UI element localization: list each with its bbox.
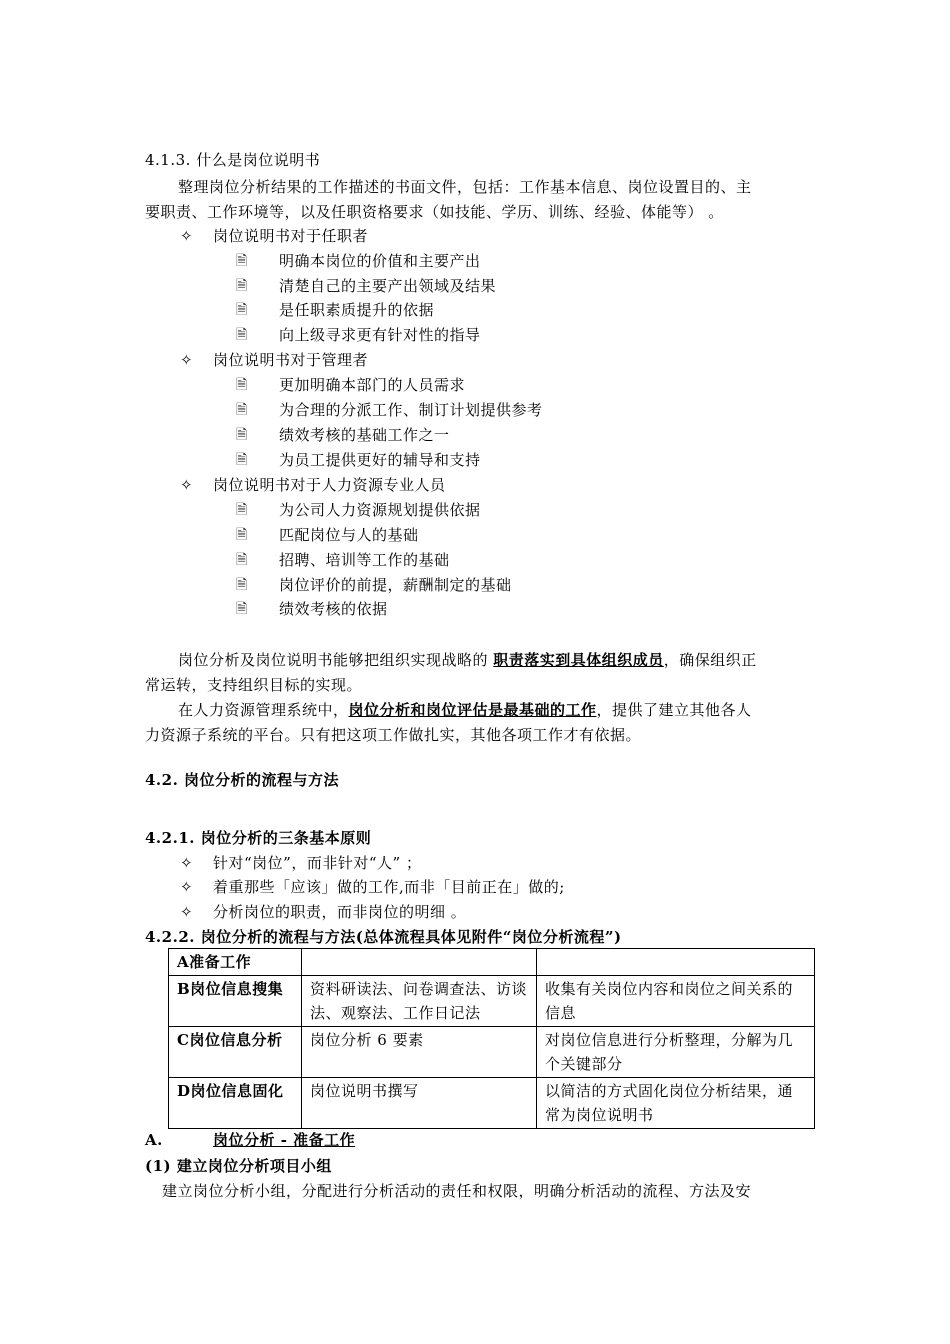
list-item: 是任职素质提升的依据 [279, 301, 435, 319]
table-cell-stage: C岗位信息分析 [169, 1027, 302, 1078]
table-cell-desc: 对岗位信息进行分析整理，分解为几个关键部分 [537, 1027, 815, 1078]
list-item: 更加明确本部门的人员需求 [279, 376, 466, 394]
table-cell-desc: 收集有关岗位内容和岗位之间关系的信息 [537, 976, 815, 1027]
paragraph-text: ，提供了建立其他各人 [596, 701, 752, 719]
list-item: 绩效考核的基础工作之一 [279, 426, 450, 444]
document-bullet-icon: 🗎 [236, 552, 248, 568]
paragraph-foundation-line-1 [178, 700, 752, 720]
list-item: 为公司人力资源规划提供依据 [279, 501, 481, 519]
paragraph-strategy-line-2: 常运转，支持组织目标的实现。 [145, 676, 363, 694]
list-item: 招聘、培训等工作的基础 [279, 551, 450, 569]
document-bullet-icon: 🗎 [236, 278, 248, 294]
section-heading-4-1-3: 4.1.3. 什么是岗位说明书 [145, 151, 321, 169]
document-bullet-icon: 🗎 [236, 253, 248, 269]
intro-line-2: 要职责、工作环境等，以及任职资格要求（如技能、学历、训练、经验、体能等） 。 [145, 203, 724, 221]
document-bullet-icon: 🗎 [236, 527, 248, 543]
emphasis-text: 岗位分析和岗位评估是最基础的工作 [348, 701, 597, 719]
table-cell-method: 资料研读法、问卷调查法、访谈法、观察法、工作日记法 [302, 976, 537, 1027]
document-bullet-icon: 🗎 [236, 377, 248, 393]
document-bullet-icon: 🗎 [236, 601, 248, 617]
document-bullet-icon: 🗎 [236, 452, 248, 468]
group-title-incumbent: 岗位说明书对于任职者 [213, 227, 369, 245]
section-label-a: A. [145, 1131, 163, 1149]
table-row [169, 976, 815, 1027]
table-cell-stage: A准备工作 [169, 949, 302, 976]
emphasis-text: 职责落实到具体组织成员 [493, 651, 664, 669]
list-item: 明确本岗位的价值和主要产出 [279, 252, 481, 270]
paragraph-text: 岗位分析及岗位说明书能够把组织实现战略的 [178, 651, 494, 669]
list-item: 岗位评价的前提，薪酬制定的基础 [279, 576, 512, 594]
principle-item: 着重那些「应该」做的工作,而非「目前正在」做的; [213, 878, 565, 896]
table-cell-desc [537, 949, 815, 976]
process-table [168, 948, 815, 1129]
diamond-bullet-icon: ✧ [180, 878, 193, 896]
section-heading-4-2: 4.2. 岗位分析的流程与方法 [145, 771, 340, 789]
paragraph-text: 在人力资源管理系统中， [178, 701, 349, 719]
group-title-manager: 岗位说明书对于管理者 [213, 351, 369, 369]
document-bullet-icon: 🗎 [236, 302, 248, 318]
document-bullet-icon: 🗎 [236, 327, 248, 343]
table-cell-method: 岗位说明书撰写 [302, 1078, 537, 1129]
subsection-heading-1: (1) 建立岗位分析项目小组 [145, 1157, 332, 1175]
section-heading-4-2-1: 4.2.1. 岗位分析的三条基本原则 [145, 829, 372, 847]
diamond-bullet-icon: ✧ [180, 227, 193, 245]
list-item: 为合理的分派工作、制订计划提供参考 [279, 401, 543, 419]
paragraph-text: ，确保组织正 [663, 651, 757, 669]
document-bullet-icon: 🗎 [236, 427, 248, 443]
list-item: 匹配岗位与人的基础 [279, 526, 419, 544]
group-title-hr-professional: 岗位说明书对于人力资源专业人员 [213, 476, 446, 494]
subsection-paragraph: 建立岗位分析小组，分配进行分析活动的责任和权限，明确分析活动的流程、方法及安 [162, 1182, 752, 1200]
section-heading-4-2-2: 4.2.2. 岗位分析的流程与方法(总体流程具体见附件“岗位分析流程”) [145, 928, 622, 946]
table-cell-method [302, 949, 537, 976]
list-item: 清楚自己的主要产出领域及结果 [279, 277, 497, 295]
diamond-bullet-icon: ✧ [180, 854, 193, 872]
list-item: 向上级寻求更有针对性的指导 [279, 326, 481, 344]
table-row [169, 949, 815, 976]
document-bullet-icon: 🗎 [236, 402, 248, 418]
paragraph-foundation-line-2: 力资源子系统的平台。只有把这项工作做扎实，其他各项工作才有依据。 [145, 726, 642, 744]
list-item: 为员工提供更好的辅导和支持 [279, 451, 481, 469]
document-bullet-icon: 🗎 [236, 577, 248, 593]
diamond-bullet-icon: ✧ [180, 476, 193, 494]
table-cell-stage: B岗位信息搜集 [169, 976, 302, 1027]
diamond-bullet-icon: ✧ [180, 351, 193, 369]
table-cell-desc: 以简洁的方式固化岗位分析结果，通常为岗位说明书 [537, 1078, 815, 1129]
table-row [169, 1027, 815, 1078]
list-item: 绩效考核的依据 [279, 600, 388, 618]
table-cell-stage: D岗位信息固化 [169, 1078, 302, 1129]
diamond-bullet-icon: ✧ [180, 903, 193, 921]
section-title-preparation: 岗位分析 - 准备工作 [213, 1131, 356, 1149]
document-bullet-icon: 🗎 [236, 502, 248, 518]
table-cell-method: 岗位分析 6 要素 [302, 1027, 537, 1078]
table-row [169, 1078, 815, 1129]
principle-item: 分析岗位的职责，而非岗位的明细 。 [213, 903, 467, 921]
intro-line-1: 整理岗位分析结果的工作描述的书面文件，包括：工作基本信息、岗位设置目的、主 [178, 178, 752, 196]
principle-item: 针对“岗位”，而非针对“人” ； [213, 854, 422, 872]
paragraph-strategy-line-1 [178, 650, 757, 670]
